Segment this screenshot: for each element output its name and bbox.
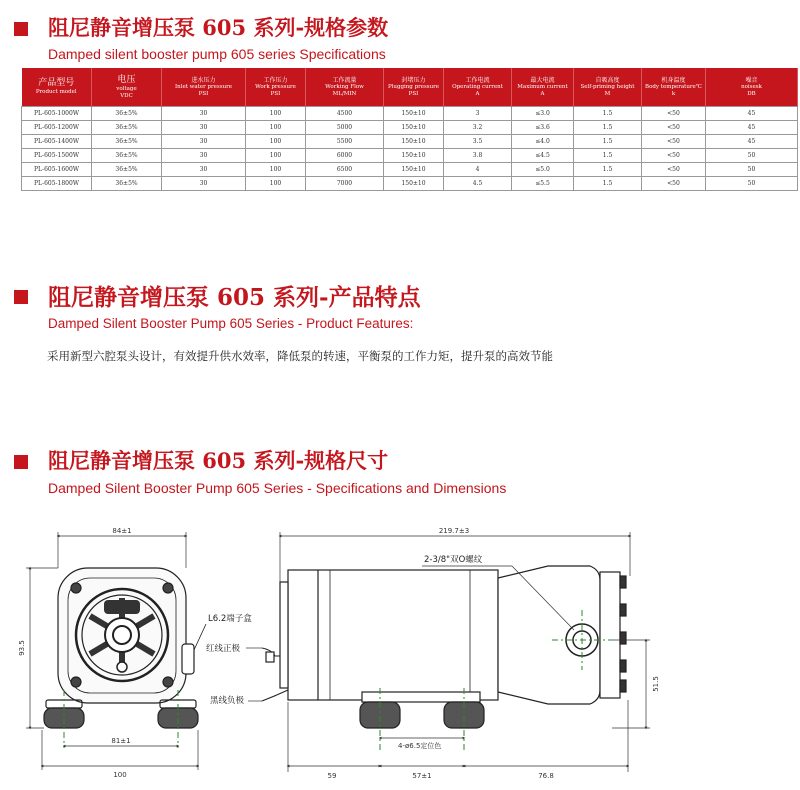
dim-side-length: 219.7±3 (438, 527, 470, 535)
table-cell: 50 (706, 163, 798, 177)
table-cell: 50 (706, 177, 798, 191)
table-cell: 1.5 (574, 163, 642, 177)
table-header-cell (22, 68, 92, 107)
logo-plate (104, 600, 140, 614)
table-cell: 150±10 (384, 107, 444, 121)
dim-mount-spacing: 81±1 (111, 737, 131, 745)
table-cell: 50 (706, 149, 798, 163)
header-en: Self-priming height M (580, 83, 635, 97)
specs-title-cn: 阻尼静音增压泵 605 系列-规格参数 (48, 15, 389, 40)
table-cell: PL-605-1600W (22, 163, 92, 177)
table-cell: PL-605-1000W (22, 107, 92, 121)
table-cell: 3.8 (444, 149, 512, 163)
table-cell: 5000 (306, 121, 384, 135)
header-cn: 工作流量 (332, 76, 357, 84)
dimensions-title-en: Damped Silent Booster Pump 605 Series - Specifications and Dimensions (48, 480, 507, 496)
header-en: Body temperature℃ k (645, 83, 702, 97)
table-cell: 30 (162, 135, 246, 149)
table-cell: 1.5 (574, 121, 642, 135)
table-cell: 100 (246, 163, 306, 177)
table-cell: 100 (246, 177, 306, 191)
table-body (22, 107, 798, 191)
front-view (44, 568, 206, 748)
header-en: Work pressure PSI (255, 83, 296, 97)
dimensions-title-cn: 阻尼静音增压泵 605 系列-规格尺寸 (48, 448, 389, 473)
table-cell: 45 (706, 135, 798, 149)
specs-title-en: Damped silent booster pump 605 series Specifications (48, 46, 386, 62)
header-en: Product model (35, 89, 77, 95)
table-cell: ≤3.6 (512, 121, 574, 135)
table-header-cell (162, 68, 246, 107)
dim-front-width: 84±1 (112, 527, 132, 535)
features-title-en: Damped Silent Booster Pump 605 Series - Product Features: (48, 316, 414, 331)
table-cell: 6500 (306, 163, 384, 177)
dim-front-total: 100 (113, 771, 127, 779)
table-cell: 4 (444, 163, 512, 177)
table-cell: <50 (642, 163, 706, 177)
table-cell: 4500 (306, 107, 384, 121)
header-en: Operating current A (452, 83, 503, 97)
table-cell: ≤5.0 (512, 163, 574, 177)
table-cell: 4.5 (444, 177, 512, 191)
table-cell: ≤3.0 (512, 107, 574, 121)
table-cell: 30 (162, 107, 246, 121)
header-cn: 最大电流 (530, 76, 555, 84)
table-header-cell (444, 68, 512, 107)
dimension-drawing (0, 520, 800, 790)
table-cell: <50 (642, 121, 706, 135)
table-cell: 36±5% (92, 135, 162, 149)
header-cn: 封堵压力 (401, 76, 426, 84)
table-cell: PL-605-1800W (22, 177, 92, 191)
header-cn: 进水压力 (191, 76, 216, 84)
section-bullet (14, 290, 28, 304)
table-row (22, 149, 798, 163)
table-cell: ≤4.5 (512, 149, 574, 163)
header-cn: 自吸高度 (595, 76, 620, 84)
motor-body (288, 570, 498, 700)
table-cell: 100 (246, 135, 306, 149)
table-cell: 7000 (306, 177, 384, 191)
table-cell: 1.5 (574, 135, 642, 149)
table-cell: 30 (162, 177, 246, 191)
terminal-box (182, 644, 194, 674)
table-cell: 150±10 (384, 177, 444, 191)
header-en: Working Flow ML/MIN (325, 83, 364, 97)
label-black-wire: 黑线负极 (210, 696, 245, 706)
header-en: Maximum current A (517, 83, 568, 97)
table-header-cell (384, 68, 444, 107)
dim-mount-holes: 4-ø6.5定位色 (398, 742, 442, 750)
section-bullet (14, 455, 28, 469)
table-cell: PL-605-1500W (22, 149, 92, 163)
table-cell: 30 (162, 149, 246, 163)
table-header-cell (574, 68, 642, 107)
table-cell: 150±10 (384, 135, 444, 149)
bolt-icon (163, 583, 173, 593)
bolt-icon (163, 677, 173, 687)
table-cell: PL-605-1400W (22, 135, 92, 149)
dim-left-offset: 59 (327, 772, 337, 780)
table-cell: 100 (246, 149, 306, 163)
table-cell: 6000 (306, 149, 384, 163)
table-cell: 36±5% (92, 121, 162, 135)
label-terminal-box: L6.2端子盒 (208, 614, 252, 624)
table-cell: 150±10 (384, 121, 444, 135)
dim-front-height: 93.5 (18, 640, 26, 656)
table-cell: 1.5 (574, 149, 642, 163)
table-cell: 36±5% (92, 163, 162, 177)
table-cell: <50 (642, 149, 706, 163)
table-row (22, 163, 798, 177)
side-feet (360, 702, 484, 728)
table-cell: ≤5.5 (512, 177, 574, 191)
table-header-cell (642, 68, 706, 107)
table-cell: 30 (162, 121, 246, 135)
header-en: noisesk DB (741, 83, 762, 97)
table-header-cell (92, 68, 162, 107)
header-en: Plugging pressure PSI (387, 83, 440, 97)
header-cn: 电压 (117, 74, 136, 85)
table-cell: 100 (246, 107, 306, 121)
table-cell: 150±10 (384, 149, 444, 163)
table-header-row (22, 68, 798, 107)
label-thread: 2-3/8"双O螺纹 (424, 555, 483, 565)
dim-right-offset: 76.8 (538, 772, 554, 780)
header-cn: 工作电流 (465, 76, 490, 84)
table-cell: 36±5% (92, 177, 162, 191)
table-cell: <50 (642, 177, 706, 191)
header-cn: 产品型号 (38, 78, 75, 88)
table-cell: 36±5% (92, 107, 162, 121)
table-cell: 150±10 (384, 163, 444, 177)
features-title-cn: 阻尼静音增压泵 605 系列-产品特点 (48, 284, 421, 311)
table-cell: 1.5 (574, 177, 642, 191)
table-header-cell (246, 68, 306, 107)
front-feet (44, 700, 198, 728)
header-cn: 工作压力 (263, 76, 288, 84)
dim-side-height: 51.5 (652, 676, 660, 692)
table-row (22, 177, 798, 191)
table-cell: 3.2 (444, 121, 512, 135)
table-cell: 36±5% (92, 149, 162, 163)
dim-mount-span: 57±1 (412, 772, 432, 780)
table-cell: 100 (246, 121, 306, 135)
header-en: voltage VDC (116, 85, 137, 99)
spec-table (21, 68, 798, 191)
table-row (22, 107, 798, 121)
table-cell: 30 (162, 163, 246, 177)
table-cell: 5500 (306, 135, 384, 149)
table-cell: 1.5 (574, 107, 642, 121)
table-row (22, 121, 798, 135)
section-bullet (14, 22, 28, 36)
header-cn: 机身温度 (661, 76, 686, 84)
side-view (262, 566, 626, 750)
table-cell: PL-605-1200W (22, 121, 92, 135)
table-header-cell (512, 68, 574, 107)
header-en: Inlet water pressure PSI (175, 83, 232, 97)
table-cell: <50 (642, 135, 706, 149)
table-header-cell (706, 68, 798, 107)
table-cell: 45 (706, 107, 798, 121)
table-cell: 3 (444, 107, 512, 121)
header-cn: 噪音 (745, 76, 758, 84)
label-red-wire: 红线正极 (206, 644, 241, 654)
table-cell: <50 (642, 107, 706, 121)
bolt-icon (71, 677, 81, 687)
features-body: 采用新型六腔泵头设计，有效提升供水效率，降低泵的转速，平衡泵的工作力矩，提升泵的高效节能 (47, 349, 553, 363)
table-cell: 3.5 (444, 135, 512, 149)
table-cell: 45 (706, 121, 798, 135)
bolt-icon (71, 583, 81, 593)
side-bolts (620, 576, 626, 692)
table-row (22, 135, 798, 149)
table-cell: ≤4.0 (512, 135, 574, 149)
table-header-cell (306, 68, 384, 107)
